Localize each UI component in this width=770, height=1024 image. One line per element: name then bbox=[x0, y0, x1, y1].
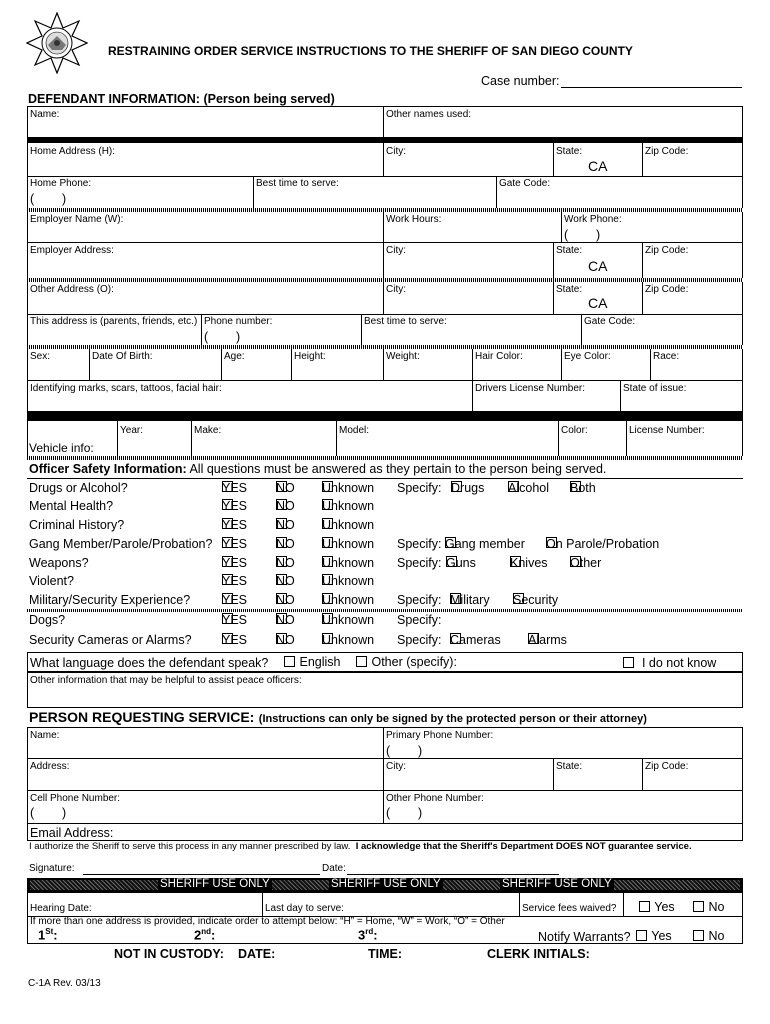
order-second-label: 2nd: bbox=[194, 927, 216, 943]
specify-option-label: Military bbox=[450, 593, 490, 607]
safety-question: Drugs or Alcohol? bbox=[29, 481, 128, 495]
notify-yes-option[interactable] bbox=[636, 929, 672, 943]
no-label: NO bbox=[276, 633, 295, 647]
fees-no-checkbox[interactable] bbox=[693, 901, 704, 912]
vehicle-model-label: Model: bbox=[339, 425, 370, 436]
unknown-label: Unknown bbox=[322, 613, 375, 627]
specify-label: Specify: bbox=[397, 633, 442, 647]
other-best-time-label: Best time to serve: bbox=[364, 316, 447, 327]
unknown-label: Unknown bbox=[322, 537, 375, 551]
work-hours-label: Work Hours: bbox=[386, 214, 442, 225]
english-option[interactable] bbox=[284, 655, 340, 669]
dont-know-option[interactable] bbox=[623, 656, 716, 670]
other-info-label: Other information that may be helpful to assist peace officers: bbox=[30, 675, 302, 686]
other-gate-code-label: Gate Code: bbox=[584, 316, 636, 327]
sheriff-use-label-2: SHERIFF USE ONLY bbox=[331, 878, 441, 890]
unknown-label: Unknown bbox=[322, 556, 375, 570]
no-label: NO bbox=[276, 556, 295, 570]
yes-label: YES bbox=[222, 613, 248, 627]
home-address-label: Home Address (H): bbox=[30, 146, 116, 157]
case-number-line[interactable] bbox=[561, 87, 742, 88]
specify-option-label: Guns bbox=[446, 556, 476, 570]
safety-row bbox=[0, 518, 770, 536]
dob-label: Date Of Birth: bbox=[92, 351, 153, 362]
requester-state-label: State: bbox=[556, 761, 583, 772]
other-address-label: Other Address (O): bbox=[30, 284, 114, 295]
unknown-label: Unknown bbox=[322, 574, 375, 588]
defendant-name-label: Name: bbox=[30, 109, 60, 120]
safety-question: Dogs? bbox=[29, 613, 66, 627]
safety-row bbox=[0, 499, 770, 517]
other-language-label: Other (specify): bbox=[371, 655, 457, 669]
no-label: NO bbox=[276, 613, 295, 627]
employer-city-label: City: bbox=[386, 245, 406, 256]
weight-label: Weight: bbox=[386, 351, 420, 362]
other-language-option[interactable] bbox=[356, 655, 457, 669]
language-question: What language does the defendant speak? bbox=[30, 656, 269, 670]
fees-yes-checkbox[interactable] bbox=[639, 901, 650, 912]
unknown-label: Unknown bbox=[322, 633, 375, 647]
email-label: Email Address: bbox=[30, 826, 114, 840]
cell-phone-parens[interactable]: ( ) bbox=[30, 806, 67, 820]
safety-question: Weapons? bbox=[29, 556, 89, 570]
dont-know-label: I do not know bbox=[641, 656, 717, 670]
order-third-label: 3rd: bbox=[358, 927, 378, 943]
requester-address-label: Address: bbox=[30, 761, 70, 772]
safety-row bbox=[0, 556, 770, 574]
fees-waived-label: Service fees waived? bbox=[522, 903, 617, 914]
fees-no-option[interactable] bbox=[693, 900, 724, 914]
custody-date-label: DATE: bbox=[238, 947, 276, 961]
unknown-label: Unknown bbox=[322, 593, 375, 607]
officer-safety-instructions: All questions must be answered as they pertain to the person being served. bbox=[189, 462, 607, 476]
specify-label: Specify: bbox=[397, 593, 442, 607]
this-address-label: This address is (parents, friends, etc.) bbox=[30, 316, 198, 327]
specify-option-label: Alcohol bbox=[508, 481, 549, 495]
safety-question: Violent? bbox=[29, 574, 74, 588]
order-note: If more than one address is provided, indicate order to attempt below: “H” = Home, “W” = Work, “O” = Other bbox=[30, 916, 505, 927]
no-label: NO bbox=[276, 499, 295, 513]
fees-yes-label: Yes bbox=[654, 900, 675, 914]
last-day-label: Last day to serve: bbox=[265, 903, 344, 914]
specify-option-label: On Parole/Probation bbox=[546, 537, 660, 551]
home-phone-parens[interactable]: ( ) bbox=[30, 192, 67, 206]
identifying-marks-label: Identifying marks, scars, tattoos, facial hair: bbox=[30, 383, 222, 394]
home-gate-code-label: Gate Code: bbox=[499, 178, 551, 189]
no-label: NO bbox=[276, 518, 295, 532]
yes-label: YES bbox=[222, 633, 248, 647]
yes-label: YES bbox=[222, 518, 248, 532]
employer-address-label: Employer Address: bbox=[30, 245, 114, 256]
safety-row bbox=[0, 633, 770, 651]
primary-phone-label: Primary Phone Number: bbox=[386, 730, 494, 741]
specify-label: Specify: bbox=[397, 556, 442, 570]
sheriff-use-label-3: SHERIFF USE ONLY bbox=[502, 878, 612, 890]
specify-option-label: Security bbox=[513, 593, 559, 607]
specify-label: Specify: bbox=[397, 613, 442, 627]
signature-line[interactable] bbox=[83, 874, 320, 875]
cell-phone-label: Cell Phone Number: bbox=[30, 793, 121, 804]
race-label: Race: bbox=[653, 351, 680, 362]
form-title: RESTRAINING ORDER SERVICE INSTRUCTIONS TO THE SHERIFF OF SAN DIEGO COUNTY bbox=[108, 44, 633, 58]
notify-no-label: No bbox=[708, 929, 725, 943]
fees-yes-option[interactable] bbox=[639, 900, 675, 914]
yes-label: YES bbox=[222, 556, 248, 570]
yes-label: YES bbox=[222, 574, 248, 588]
order-third-line[interactable] bbox=[383, 943, 513, 944]
other-city-label: City: bbox=[386, 284, 406, 295]
vehicle-info-label: Vehicle info: bbox=[29, 441, 94, 455]
safety-question: Military/Security Experience? bbox=[29, 593, 191, 607]
home-zip-label: Zip Code: bbox=[645, 146, 689, 157]
work-phone-label: Work Phone: bbox=[564, 214, 622, 225]
requester-city-label: City: bbox=[386, 761, 406, 772]
employer-state-value[interactable]: CA bbox=[588, 258, 608, 274]
hair-color-label: Hair Color: bbox=[475, 351, 523, 362]
dont-know-checkbox[interactable] bbox=[623, 657, 634, 668]
safety-question: Security Cameras or Alarms? bbox=[29, 633, 192, 647]
state-of-issue-label: State of issue: bbox=[623, 383, 687, 394]
no-label: NO bbox=[276, 574, 295, 588]
signature-label: Signature: bbox=[29, 863, 75, 874]
other-state-label: State: bbox=[556, 284, 583, 295]
form-revision: C-1A Rev. 03/13 bbox=[28, 978, 101, 989]
requester-heading: PERSON REQUESTING SERVICE: bbox=[29, 709, 255, 725]
drivers-license-label: Drivers License Number: bbox=[475, 383, 586, 394]
safety-question: Mental Health? bbox=[29, 499, 114, 513]
yes-label: YES bbox=[222, 481, 248, 495]
other-names-label: Other names used: bbox=[386, 109, 472, 120]
notify-yes-label: Yes bbox=[651, 929, 672, 943]
sheriff-badge-logo bbox=[26, 12, 88, 74]
notify-no-checkbox[interactable] bbox=[693, 930, 704, 941]
notify-no-option[interactable] bbox=[693, 929, 724, 943]
specify-option-label: Drugs bbox=[451, 481, 485, 495]
home-state-value[interactable]: CA bbox=[588, 158, 608, 174]
fees-no-label: No bbox=[708, 900, 725, 914]
acknowledge-text: I acknowledge that the Sheriff's Department DOES NOT guarantee service. bbox=[355, 841, 692, 852]
employer-zip-label: Zip Code: bbox=[645, 245, 689, 256]
home-best-time-label: Best time to serve: bbox=[256, 178, 339, 189]
employer-name-label: Employer Name (W): bbox=[30, 214, 124, 225]
hearing-date-label: Hearing Date: bbox=[30, 903, 92, 914]
other-state-value[interactable]: CA bbox=[588, 295, 608, 311]
unknown-label: Unknown bbox=[322, 481, 375, 495]
employer-state-label: State: bbox=[556, 245, 583, 256]
order-first-label: 1St: bbox=[38, 927, 58, 943]
safety-row bbox=[0, 574, 770, 592]
sheriff-use-label-1: SHERIFF USE ONLY bbox=[160, 878, 270, 890]
vehicle-year-label: Year: bbox=[120, 425, 143, 436]
specify-option-label: Alarms bbox=[528, 633, 567, 647]
unknown-label: Unknown bbox=[322, 518, 375, 532]
specify-option-label: Both bbox=[570, 481, 596, 495]
signature-date-line[interactable] bbox=[347, 874, 559, 875]
no-label: NO bbox=[276, 593, 295, 607]
vehicle-make-label: Make: bbox=[194, 425, 222, 436]
yes-label: YES bbox=[222, 537, 248, 551]
sex-label: Sex: bbox=[30, 351, 51, 362]
specify-option-label: Knives bbox=[510, 556, 548, 570]
home-city-label: City: bbox=[386, 146, 406, 157]
authorize-text: I authorize the Sheriff to serve this process in any manner prescribed by law. bbox=[29, 841, 351, 852]
other-language-checkbox[interactable] bbox=[356, 656, 367, 667]
clerk-initials-label: CLERK INITIALS: bbox=[487, 947, 590, 961]
specify-label: Specify: bbox=[397, 537, 442, 551]
other-phone-parens[interactable]: ( ) bbox=[204, 330, 241, 344]
requester-heading-note: (Instructions can only be signed by the protected person or their attorney) bbox=[258, 713, 647, 725]
safety-question: Criminal History? bbox=[29, 518, 125, 532]
work-phone-parens[interactable]: ( ) bbox=[564, 228, 601, 242]
home-state-label: State: bbox=[556, 146, 583, 157]
notify-yes-checkbox[interactable] bbox=[636, 930, 647, 941]
no-label: NO bbox=[276, 481, 295, 495]
vehicle-color-label: Color: bbox=[561, 425, 588, 436]
not-in-custody-label: NOT IN CUSTODY: bbox=[114, 947, 224, 961]
officer-safety-heading: Officer Safety Information: bbox=[29, 462, 187, 476]
yes-label: YES bbox=[222, 499, 248, 513]
yes-label: YES bbox=[222, 593, 248, 607]
custody-time-label: TIME: bbox=[368, 947, 403, 961]
height-label: Height: bbox=[294, 351, 326, 362]
english-label: English bbox=[299, 655, 341, 669]
age-label: Age: bbox=[224, 351, 245, 362]
signature-date-label: Date: bbox=[322, 863, 346, 874]
other-phone-number-label: Phone number: bbox=[204, 316, 273, 327]
order-second-line[interactable] bbox=[221, 943, 349, 944]
specify-label: Specify: bbox=[397, 481, 442, 495]
other-zip-label: Zip Code: bbox=[645, 284, 689, 295]
specify-option-label: Cameras bbox=[450, 633, 501, 647]
case-number-label: Case number: bbox=[481, 74, 560, 88]
other-phone-parens-requester[interactable]: ( ) bbox=[386, 806, 423, 820]
eye-color-label: Eye Color: bbox=[564, 351, 611, 362]
requester-name-label: Name: bbox=[30, 730, 60, 741]
primary-phone-parens[interactable]: ( ) bbox=[386, 744, 423, 758]
home-phone-label: Home Phone: bbox=[30, 178, 92, 189]
specify-option-label: Gang member bbox=[445, 537, 525, 551]
no-label: NO bbox=[276, 537, 295, 551]
requester-zip-label: Zip Code: bbox=[645, 761, 689, 772]
safety-question: Gang Member/Parole/Probation? bbox=[29, 537, 213, 551]
specify-option-label: Other bbox=[570, 556, 602, 570]
safety-row bbox=[0, 613, 770, 631]
vehicle-license-label: License Number: bbox=[629, 425, 705, 436]
other-phone-label: Other Phone Number: bbox=[386, 793, 484, 804]
notify-warrants-label: Notify Warrants? bbox=[538, 930, 631, 944]
english-checkbox[interactable] bbox=[284, 656, 295, 667]
order-first-line[interactable] bbox=[63, 943, 181, 944]
safety-row bbox=[0, 537, 770, 555]
safety-row bbox=[0, 481, 770, 499]
defendant-heading: DEFENDANT INFORMATION: (Person being served) bbox=[28, 92, 335, 106]
unknown-label: Unknown bbox=[322, 499, 375, 513]
